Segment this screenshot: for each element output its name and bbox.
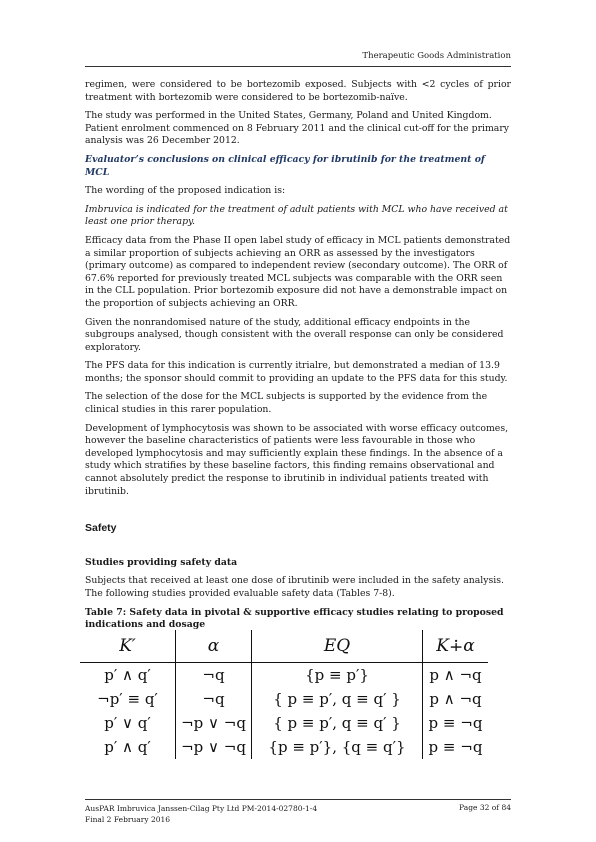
indication-quote: Imbruvica is indicated for the treatment of adult patients with MCL who have received at least one prior therapy. — [85, 203, 508, 228]
table-cell: ¬p′ ≡ q′ — [80, 687, 176, 711]
table-row — [80, 711, 488, 735]
paragraph: The PFS data for this indication is currently itrialre, but demonstrated a median of 13.9 months; the sponsor should commit to providing an update to the PFS data for this study. — [85, 360, 508, 384]
table-cell: { p ≡ p′, q ≡ q′ } — [252, 687, 423, 711]
table-cell: p ≡ ¬q — [428, 714, 483, 732]
paragraph: Efficacy data from the Phase II open label study of efficacy in MCL patients demonstrated a similar proportion of subjects achieving an ORR as assessed by the investigators (primary outcome) as compared to independent review (secondary outcome). The ORR of 67.6% reported for previously treated MCL subjects was comparable with the ORR seen in the CLL population. Prior bortezomib exposure did not have a demonstrable impact on the proportion of subjects achieving an ORR. — [85, 234, 511, 309]
header-cell: K∔α — [423, 630, 489, 663]
logic-table — [80, 630, 488, 759]
paragraph: Given the nonrandomised nature of the study, additional efficacy endpoints in the subgroups analysed, though consistent with the overall response can only be considered exploratory. — [85, 316, 504, 353]
logic-table-image — [80, 630, 488, 765]
table-cell: p ∧ ¬q — [429, 666, 482, 684]
table-cell: ¬p ∨ ¬q — [176, 711, 252, 735]
subsection-heading: Studies providing safety data — [85, 556, 238, 568]
footer-document-id: AusPAR Imbruvica Janssen-Cilag Pty Ltd PM-2014-02780-1-4 — [85, 804, 318, 813]
page-number: Page 32 of 84 — [459, 803, 511, 812]
page-body — [85, 79, 511, 638]
table-header-row — [80, 630, 488, 663]
table-cell: ¬q — [176, 687, 252, 711]
safety-heading: Safety — [85, 522, 117, 535]
paragraph: regimen, were considered to be bortezomib exposed. Subjects with <2 cycles of prior treatment with bortezomib were considered to be bortezomib-naïve. — [85, 79, 511, 103]
table-cell: p′ ∧ q′ — [80, 735, 176, 759]
table-cell: p ∧ ¬q — [429, 690, 482, 708]
header-cell: K′ — [80, 630, 176, 663]
header-cell: α — [176, 630, 252, 663]
table-cell: p′ ∨ q′ — [80, 711, 176, 735]
paragraph: The wording of the proposed indication is: — [85, 185, 286, 197]
section-heading: Evaluator’s conclusions on clinical efficacy for ibrutinib for the treatment of MCL — [85, 153, 485, 178]
header-rule — [85, 66, 511, 67]
table-row — [80, 687, 488, 711]
header-cell: EQ — [252, 630, 423, 663]
table-row — [80, 663, 488, 688]
footer-rule — [85, 799, 511, 800]
table-caption: Table 7: Safety data in pivotal & supportive efficacy studies relating to proposed indications and dosage — [85, 606, 504, 631]
table-row — [80, 735, 488, 759]
table-cell: p ≡ ¬q — [428, 738, 483, 756]
running-header: Therapeutic Goods Administration — [362, 51, 511, 61]
table-cell: p′ ∧ q′ — [80, 663, 176, 688]
paragraph: The selection of the dose for the MCL subjects is supported by the evidence from the clinical studies in this rarer population. — [85, 391, 488, 416]
table-cell: ¬p ∨ ¬q — [176, 735, 252, 759]
table-cell: ¬q — [176, 663, 252, 688]
paragraph: The study was performed in the United States, Germany, Poland and United Kingdom. Patient enrolment commenced on 8 February 2011 and the clinical cut-off for the primary analysis was 26 December 2012. — [85, 110, 510, 147]
paragraph: Subjects that received at least one dose of ibrutinib were included in the safety analysis. The following studies provided evaluable safety data (Tables 7-8). — [85, 575, 504, 599]
footer-left — [85, 803, 317, 825]
paragraph: Development of lymphocytosis was shown to be associated with worse efficacy outcomes, however the baseline characteristics of patients were less favourable in those who developed lymphocytosis and may sufficiently explain these findings. In the absence of a study which stratifies by these baseline factors, this finding remains observational and cannot absolutely predict the response to ibrutinib in individual patients treated with ibrutinib. — [85, 422, 509, 497]
footer-date: Final 2 February 2016 — [85, 815, 171, 824]
table-cell: {p ≡ p′}, {q ≡ q′} — [252, 735, 423, 759]
table-cell: {p ≡ p′} — [252, 663, 423, 688]
table-cell: { p ≡ p′, q ≡ q′ } — [252, 711, 423, 735]
